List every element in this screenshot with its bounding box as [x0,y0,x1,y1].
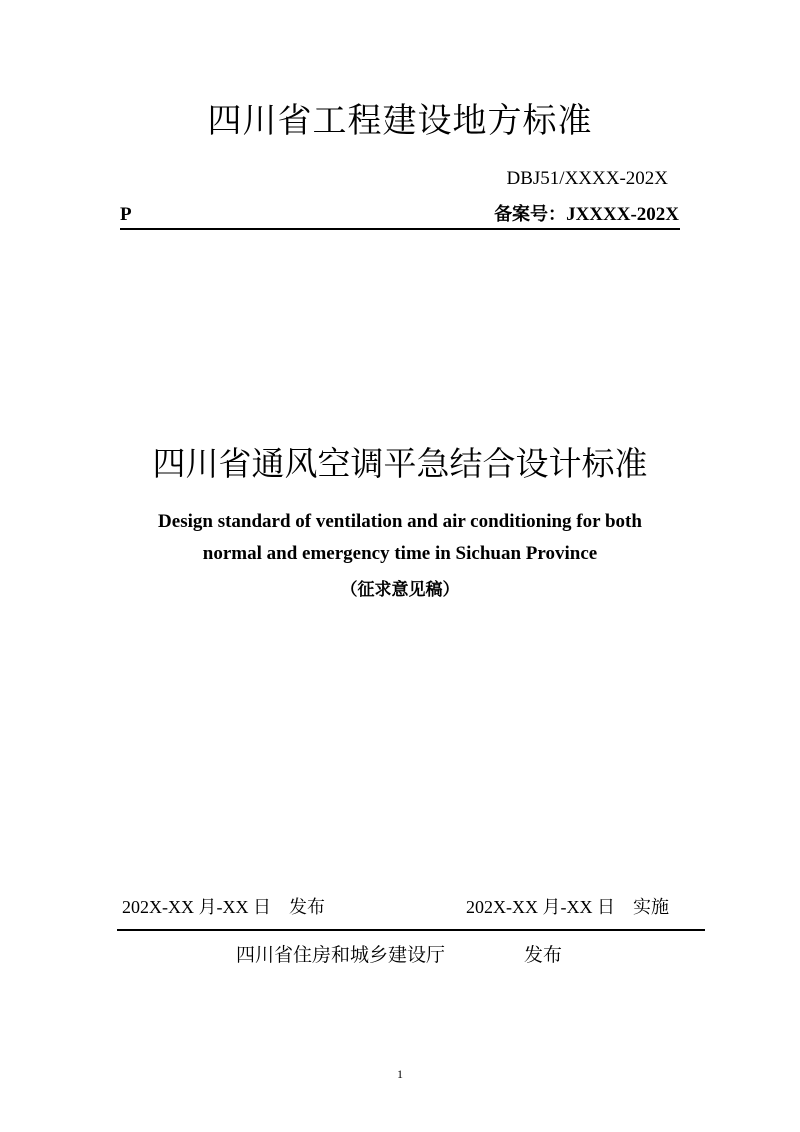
effective-date: 202X-XX 月-XX 日 实施 [466,897,669,917]
draft-note: （征求意见稿） [340,580,460,600]
english-title-line-2: normal and emergency time in Sichuan Province [202,543,598,564]
issuer-name: 四川省住房和城乡建设厅 [236,944,446,966]
filing-info [494,202,679,228]
issuer-action: 发布 [524,944,563,966]
standard-code: DBJ51/XXXX-202X [506,168,668,189]
document-title-english [0,506,800,570]
page-number: 1 [397,1067,403,1081]
filing-number: JXXXX-202X [566,204,679,225]
classification-mark: P [120,204,132,225]
english-title-line-1: Design standard of ventilation and air conditioning for both [158,511,642,532]
document-title-chinese: 四川省通风空调平急结合设计标准 [152,444,648,483]
filing-label: 备案号： [494,204,567,225]
issue-date: 202X-XX 月-XX 日 发布 [122,897,325,917]
header-divider [120,228,680,230]
footer-divider [117,929,705,931]
standard-category: 四川省工程建设地方标准 [207,101,593,141]
